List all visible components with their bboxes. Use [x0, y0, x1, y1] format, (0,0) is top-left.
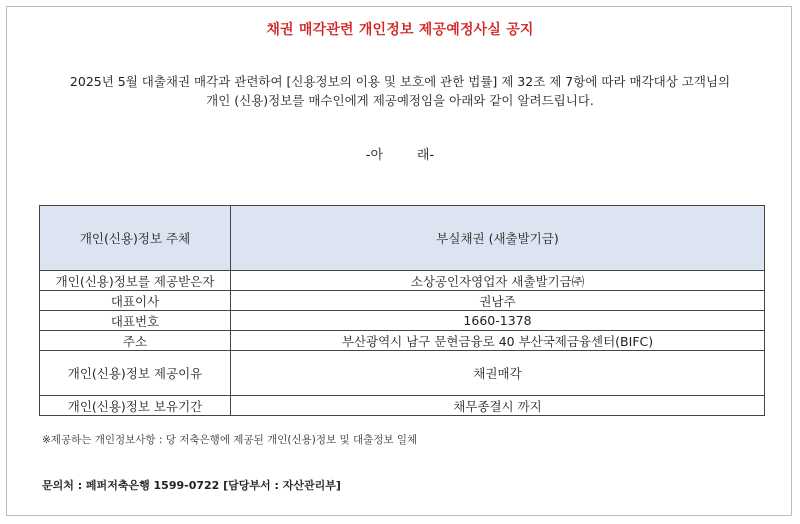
table-row: [40, 291, 765, 311]
table-row: [40, 331, 765, 351]
info-table: [39, 205, 765, 416]
table-row: [40, 311, 765, 331]
notice-title: 채권 매각관련 개인정보 제공예정사실 공지: [266, 22, 534, 38]
row-label-retention: 개인(신용)정보 보유기간: [40, 396, 231, 416]
notice-heading-left: -아: [365, 148, 383, 163]
table-row: [40, 396, 765, 416]
table-header-row: [40, 206, 765, 271]
row-value-phone: 1660-1378: [231, 311, 765, 331]
intro-line-2: 개인 (신용)정보를 매수인에게 제공예정임을 아래와 같이 알려드립니다.: [206, 93, 594, 108]
table-header-label: 개인(신용)정보 주체: [40, 206, 231, 271]
row-label-address: 주소: [40, 331, 231, 351]
notice-heading: [0, 144, 800, 163]
row-value-reason: 채권매각: [231, 351, 765, 396]
table-row: [40, 271, 765, 291]
row-label-ceo: 대표이사: [40, 291, 231, 311]
row-label-recipient: 개인(신용)정보를 제공받은자: [40, 271, 231, 291]
table-row: [40, 351, 765, 396]
row-label-reason: 개인(신용)정보 제공이유: [40, 351, 231, 396]
intro-line-1: 2025년 5월 대출채권 매각과 관련하여 [신용정보의 이용 및 보호에 관한 법률] 제 32조 제 7항에 따라 매각대상 고객님의: [69, 74, 731, 89]
contact-info: 문의처 : 페퍼저축은행 1599-0722 [담당부서 : 자산관리부]: [42, 479, 341, 492]
row-value-address: 부산광역시 남구 문현금융로 40 부산국제금융센터(BIFC): [231, 331, 765, 351]
row-value-retention: 채무종결시 까지: [231, 396, 765, 416]
footnote: ※제공하는 개인정보사항 : 당 저축은행에 제공된 개인(신용)정보 및 대출정보 일체: [42, 434, 418, 446]
notice-heading-right: 래-: [417, 148, 435, 163]
row-value-ceo: 권남주: [231, 291, 765, 311]
table-header-value: 부실채권 (새출발기금): [231, 206, 765, 271]
row-label-phone: 대표번호: [40, 311, 231, 331]
intro-paragraph: [30, 72, 770, 110]
row-value-recipient: 소상공인자영업자 새출발기금㈜: [231, 271, 765, 291]
